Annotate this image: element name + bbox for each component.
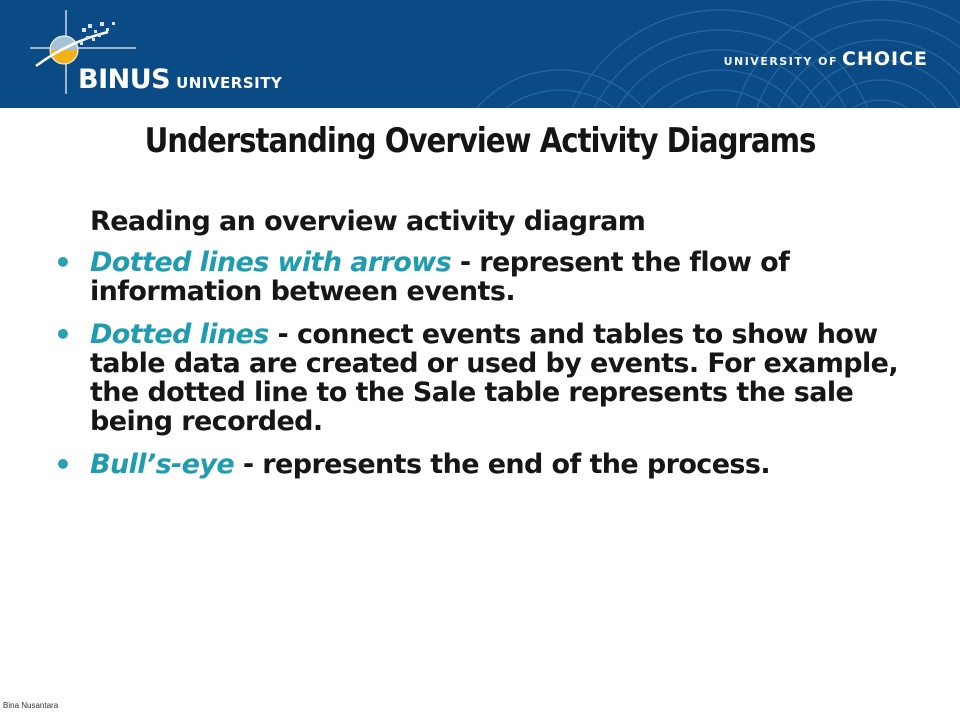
slide-title: Understanding Overview Activity Diagrams: [144, 121, 816, 161]
logo-binus-text: BINUS: [78, 64, 171, 95]
bullet-dot-icon: •: [54, 318, 72, 351]
university-tagline: [724, 48, 928, 70]
bullet-item: [52, 450, 912, 479]
logo-wordmark: [78, 64, 282, 95]
bullet-item: [52, 248, 912, 306]
logo-university-text: UNIVERSITY: [176, 74, 283, 92]
bullet-term: Dotted lines: [90, 319, 269, 350]
slide-body: [52, 207, 912, 493]
bullet-list: [52, 248, 912, 479]
bullet-term: Dotted lines with arrows: [90, 247, 452, 278]
bullet-term: Bull’s-eye: [90, 449, 235, 480]
footer-text: Bina Nusantara: [3, 701, 59, 710]
bullet-text: represents the end of the process.: [262, 449, 771, 480]
bullet-separator: -: [234, 449, 263, 480]
bullet-separator: -: [268, 319, 297, 350]
tagline-small-text: UNIVERSITY OF: [723, 55, 838, 68]
bullet-item: [52, 320, 912, 436]
bullet-text: connect events and tables to show how table data are created or used by events. For example, the dotted line to the Sale table represents the sale being recorded.: [90, 319, 898, 437]
slide-subheading: Reading an overview activity diagram: [90, 206, 646, 237]
bullet-dot-icon: •: [54, 246, 72, 279]
bullet-separator: -: [451, 247, 480, 278]
bullet-dot-icon: •: [54, 448, 72, 481]
binus-logo: [28, 8, 298, 100]
header-banner: [0, 0, 960, 108]
bullet-text: represent the flow of information between events.: [90, 247, 790, 307]
tagline-choice-text: CHOICE: [842, 48, 928, 70]
